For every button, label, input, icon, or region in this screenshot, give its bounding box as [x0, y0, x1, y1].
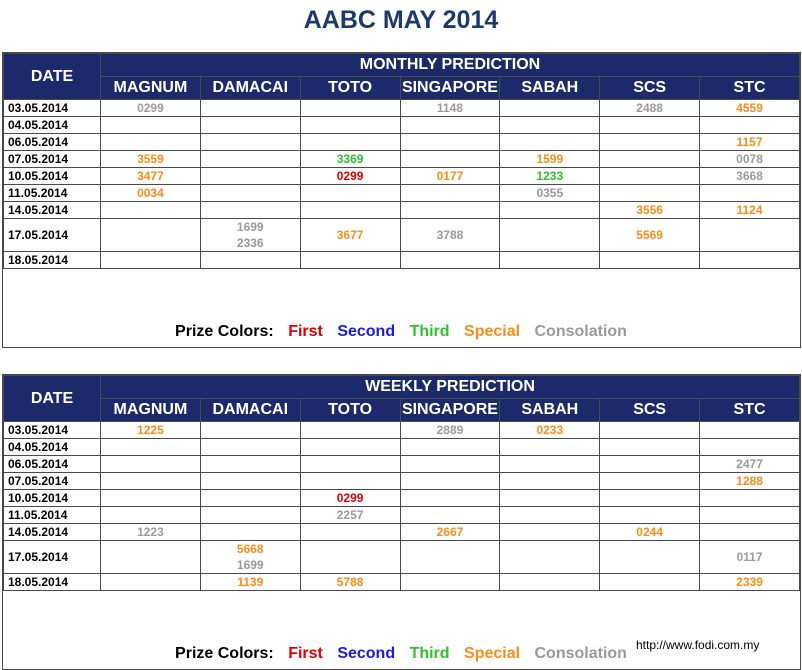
prediction-cell	[300, 151, 400, 168]
prediction-cell	[400, 524, 500, 541]
prediction-number: 0355	[536, 186, 564, 200]
prediction-cell	[300, 490, 400, 507]
prediction-cell	[400, 507, 500, 524]
prediction-cell	[300, 185, 400, 202]
prediction-cell	[500, 100, 600, 117]
date-column-header: DATE	[4, 376, 101, 422]
prediction-cell	[101, 422, 201, 439]
prediction-cell	[500, 422, 600, 439]
prediction-cell	[200, 202, 300, 219]
monthly-prediction-table	[3, 53, 800, 269]
monthly-prediction-panel	[2, 52, 801, 348]
footer-url: http://www.fodi.com.my	[636, 638, 760, 652]
table-row	[4, 117, 800, 134]
prediction-cell	[400, 185, 500, 202]
prediction-cell	[500, 134, 600, 151]
prediction-cell	[700, 541, 800, 574]
prediction-number: 1148	[436, 101, 463, 115]
row-date: 07.05.2014	[4, 151, 101, 168]
prediction-number: 1699	[236, 220, 264, 234]
prediction-cell	[500, 574, 600, 591]
prediction-number: 1599	[536, 152, 564, 166]
prediction-cell	[400, 574, 500, 591]
prediction-cell	[500, 219, 600, 252]
prediction-cell	[200, 490, 300, 507]
legend-third: Third	[409, 323, 450, 340]
prediction-cell	[200, 439, 300, 456]
row-date: 06.05.2014	[4, 456, 101, 473]
legend-label: Prize Colors:	[175, 323, 274, 340]
prediction-cell	[700, 117, 800, 134]
prediction-cell	[700, 439, 800, 456]
prediction-cell	[300, 168, 400, 185]
prediction-cell	[101, 202, 201, 219]
prediction-cell	[101, 100, 201, 117]
prediction-cell	[200, 117, 300, 134]
prediction-cell	[400, 100, 500, 117]
prediction-cell	[500, 524, 600, 541]
prediction-cell	[600, 185, 700, 202]
prediction-cell	[101, 252, 201, 269]
column-header-scs: SCS	[600, 399, 700, 422]
table-row	[4, 541, 800, 574]
prediction-cell	[700, 507, 800, 524]
prediction-cell	[600, 439, 700, 456]
prediction-cell	[300, 252, 400, 269]
table-row	[4, 439, 800, 456]
prediction-number: 1233	[536, 169, 564, 183]
prediction-cell	[600, 473, 700, 490]
prediction-number: 0244	[636, 525, 663, 539]
prediction-cell	[400, 168, 500, 185]
prediction-cell	[300, 422, 400, 439]
prediction-cell	[700, 168, 800, 185]
prediction-cell	[600, 151, 700, 168]
prediction-number: 5788	[336, 575, 364, 589]
prediction-number: 3559	[137, 152, 164, 166]
prediction-cell	[200, 219, 300, 252]
legend-second: Second	[337, 645, 396, 662]
prediction-cell	[101, 490, 201, 507]
column-header-sabah: SABAH	[500, 77, 600, 100]
prediction-number: 2477	[736, 457, 763, 471]
prediction-cell	[200, 134, 300, 151]
table-row	[4, 185, 800, 202]
legend-second: Second	[337, 323, 396, 340]
prediction-cell	[101, 134, 201, 151]
prediction-cell	[600, 541, 700, 574]
prediction-cell	[600, 252, 700, 269]
prediction-cell	[300, 134, 400, 151]
prediction-cell	[300, 456, 400, 473]
row-date: 14.05.2014	[4, 524, 101, 541]
prediction-number: 4559	[736, 101, 763, 115]
prediction-number: 0034	[137, 186, 164, 200]
legend-label: Prize Colors:	[175, 645, 274, 662]
prediction-cell	[600, 507, 700, 524]
prediction-cell	[600, 574, 700, 591]
prediction-number: 3668	[736, 169, 763, 183]
prediction-cell	[101, 541, 201, 574]
prediction-cell	[600, 524, 700, 541]
legend-consolation: Consolation	[534, 645, 627, 662]
table-row	[4, 134, 800, 151]
prediction-cell	[700, 456, 800, 473]
date-column-header: DATE	[4, 54, 101, 100]
row-date: 14.05.2014	[4, 202, 101, 219]
table-row	[4, 168, 800, 185]
prediction-cell	[300, 439, 400, 456]
prediction-number: 1288	[736, 474, 763, 488]
prediction-cell	[400, 473, 500, 490]
prediction-cell	[700, 574, 800, 591]
prediction-cell	[700, 473, 800, 490]
prediction-cell	[101, 219, 201, 252]
column-header-stc: STC	[700, 77, 800, 100]
prediction-number: 5569	[636, 228, 663, 242]
prediction-number: 3788	[436, 228, 464, 242]
prediction-number: 0299	[137, 101, 164, 115]
weekly-prediction-panel	[2, 374, 801, 670]
prediction-cell	[101, 574, 201, 591]
prediction-cell	[400, 219, 500, 252]
prediction-cell	[101, 151, 201, 168]
prediction-cell	[700, 219, 800, 252]
prediction-cell	[300, 507, 400, 524]
row-date: 03.05.2014	[4, 100, 101, 117]
row-date: 18.05.2014	[4, 574, 101, 591]
prediction-cell	[300, 574, 400, 591]
prediction-number: 3477	[137, 169, 164, 183]
prediction-cell	[500, 168, 600, 185]
column-header-toto: TOTO	[300, 399, 400, 422]
column-header-row	[4, 77, 800, 100]
prediction-cell	[600, 456, 700, 473]
row-date: 06.05.2014	[4, 134, 101, 151]
prediction-number: 2339	[736, 575, 763, 589]
prediction-cell	[700, 490, 800, 507]
prediction-cell	[400, 541, 500, 574]
prediction-cell	[500, 507, 600, 524]
prediction-cell	[200, 252, 300, 269]
prediction-cell	[300, 524, 400, 541]
prediction-cell	[300, 219, 400, 252]
prediction-cell	[101, 185, 201, 202]
table-row	[4, 219, 800, 252]
prediction-cell	[300, 117, 400, 134]
prediction-cell	[700, 524, 800, 541]
column-header-magnum: MAGNUM	[101, 77, 201, 100]
row-date: 04.05.2014	[4, 439, 101, 456]
prediction-cell	[200, 574, 300, 591]
prediction-cell	[200, 151, 300, 168]
prediction-number: 2667	[436, 525, 464, 539]
prediction-cell	[700, 185, 800, 202]
prediction-number: 0117	[736, 550, 763, 564]
prediction-cell	[200, 100, 300, 117]
weekly-prediction-title: WEEKLY PREDICTION	[101, 376, 800, 399]
prediction-cell	[700, 151, 800, 168]
prediction-number: 0299	[336, 491, 364, 505]
prediction-cell	[400, 439, 500, 456]
prediction-number: 3556	[636, 203, 663, 217]
prediction-cell	[101, 507, 201, 524]
prediction-cell	[700, 252, 800, 269]
prediction-cell	[300, 202, 400, 219]
prediction-cell	[101, 524, 201, 541]
prediction-number: 1223	[137, 525, 164, 539]
column-header-singapore: SINGAPORE	[400, 399, 500, 422]
weekly-prediction-table	[3, 375, 800, 591]
column-header-damacai: DAMACAI	[200, 77, 300, 100]
prediction-cell	[400, 422, 500, 439]
prediction-cell	[600, 117, 700, 134]
prediction-cell	[300, 473, 400, 490]
row-date: 10.05.2014	[4, 490, 101, 507]
table-row	[4, 252, 800, 269]
prediction-cell	[200, 168, 300, 185]
prediction-cell	[101, 473, 201, 490]
prediction-cell	[500, 185, 600, 202]
prediction-cell	[200, 456, 300, 473]
prediction-cell	[500, 117, 600, 134]
prediction-cell	[400, 134, 500, 151]
prediction-number: 0299	[336, 169, 364, 183]
prediction-cell	[400, 151, 500, 168]
prediction-cell	[101, 117, 201, 134]
prediction-number: 1124	[736, 203, 763, 217]
prediction-number: 0078	[736, 152, 763, 166]
prediction-cell	[600, 490, 700, 507]
column-header-scs: SCS	[600, 77, 700, 100]
prediction-cell	[200, 422, 300, 439]
legend-first: First	[288, 645, 323, 662]
prediction-cell	[300, 100, 400, 117]
prediction-cell	[200, 473, 300, 490]
table-row	[4, 456, 800, 473]
column-header-row	[4, 399, 800, 422]
prediction-cell	[400, 252, 500, 269]
row-date: 18.05.2014	[4, 252, 101, 269]
monthly-prediction-title: MONTHLY PREDICTION	[101, 54, 800, 77]
legend-consolation: Consolation	[534, 323, 627, 340]
row-date: 11.05.2014	[4, 507, 101, 524]
prediction-cell	[101, 456, 201, 473]
prediction-cell	[200, 185, 300, 202]
legend-special: Special	[464, 323, 521, 340]
row-date: 17.05.2014	[4, 541, 101, 574]
prediction-number: 1139	[237, 575, 264, 589]
column-header-damacai: DAMACAI	[200, 399, 300, 422]
table-row	[4, 524, 800, 541]
table-row	[4, 507, 800, 524]
prediction-cell	[500, 473, 600, 490]
prediction-cell	[600, 202, 700, 219]
prediction-cell	[200, 541, 300, 574]
page-title: AABC MAY 2014	[303, 6, 499, 34]
prediction-cell	[101, 168, 201, 185]
prediction-cell	[500, 202, 600, 219]
row-date: 10.05.2014	[4, 168, 101, 185]
table-row	[4, 422, 800, 439]
prediction-cell	[400, 456, 500, 473]
table-row	[4, 473, 800, 490]
row-date: 03.05.2014	[4, 422, 101, 439]
prediction-cell	[600, 422, 700, 439]
prediction-number: 1157	[736, 135, 763, 149]
weekly-rows	[4, 422, 800, 591]
column-header-sabah: SABAH	[500, 399, 600, 422]
row-date: 07.05.2014	[4, 473, 101, 490]
row-date: 11.05.2014	[4, 185, 101, 202]
prediction-cell	[400, 490, 500, 507]
prediction-number: 3677	[336, 228, 364, 242]
prediction-cell	[600, 100, 700, 117]
prediction-number: 2336	[236, 236, 264, 250]
prediction-number: 2488	[636, 101, 663, 115]
table-row	[4, 100, 800, 117]
row-date: 17.05.2014	[4, 219, 101, 252]
prediction-cell	[600, 134, 700, 151]
prize-colors-legend	[0, 323, 802, 341]
prediction-cell	[600, 219, 700, 252]
prediction-number: 5668	[236, 542, 264, 556]
prediction-cell	[700, 100, 800, 117]
table-row	[4, 490, 800, 507]
prediction-cell	[500, 151, 600, 168]
column-header-singapore: SINGAPORE	[400, 77, 500, 100]
prediction-number: 2257	[336, 508, 364, 522]
legend-first: First	[288, 323, 323, 340]
prediction-number: 2889	[436, 423, 464, 437]
table-row	[4, 151, 800, 168]
prediction-number: 1699	[236, 558, 264, 572]
prediction-cell	[400, 117, 500, 134]
prediction-cell	[500, 439, 600, 456]
prediction-number: 3369	[336, 152, 364, 166]
column-header-magnum: MAGNUM	[101, 399, 201, 422]
prediction-cell	[200, 507, 300, 524]
column-header-toto: TOTO	[300, 77, 400, 100]
prediction-number: 0233	[536, 423, 564, 437]
prediction-cell	[500, 490, 600, 507]
prediction-cell	[500, 456, 600, 473]
prediction-number: 0177	[436, 169, 464, 183]
prediction-cell	[101, 439, 201, 456]
prediction-cell	[700, 134, 800, 151]
row-date: 04.05.2014	[4, 117, 101, 134]
legend-third: Third	[409, 645, 450, 662]
table-row	[4, 202, 800, 219]
prediction-cell	[400, 202, 500, 219]
column-header-stc: STC	[700, 399, 800, 422]
table-row	[4, 574, 800, 591]
legend-special: Special	[464, 645, 521, 662]
prediction-cell	[300, 541, 400, 574]
prediction-number: 1225	[137, 423, 164, 437]
prediction-cell	[600, 168, 700, 185]
prediction-cell	[500, 252, 600, 269]
prediction-cell	[700, 422, 800, 439]
prediction-cell	[500, 541, 600, 574]
prediction-cell	[200, 524, 300, 541]
monthly-rows	[4, 100, 800, 269]
prediction-cell	[700, 202, 800, 219]
